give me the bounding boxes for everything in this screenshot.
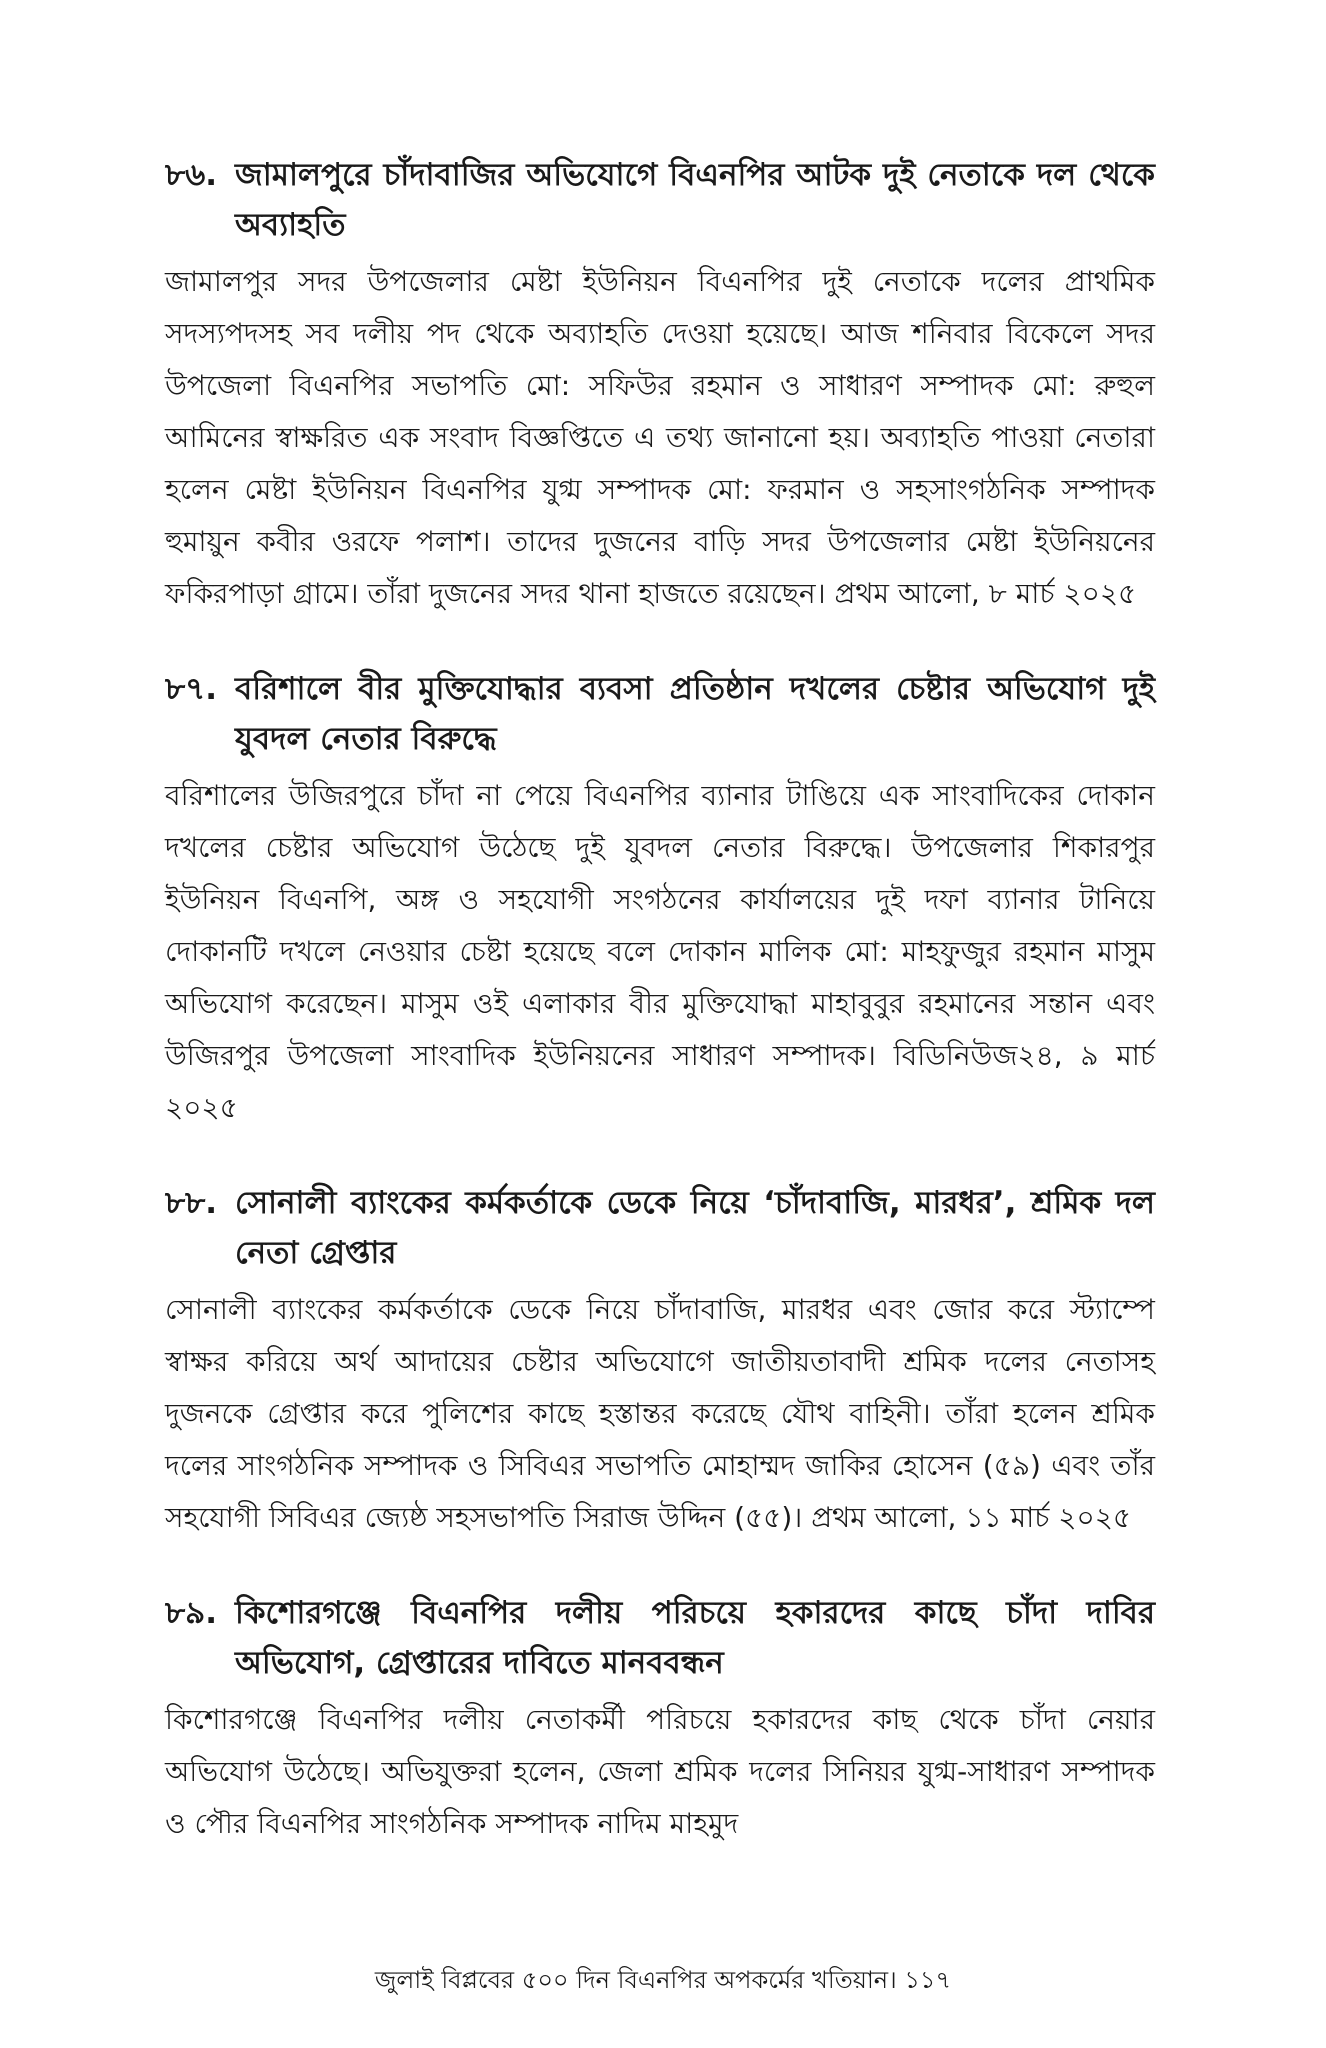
item-body: সোনালী ব্যাংকের কর্মকর্তাকে ডেকে নিয়ে চাঁদাবাজি, মারধর এবং জোর করে স্ট্যাম্পে স্বাক্ষর করিয়ে অর্থ আদায়ের চেষ্টার অভিযোগে জাতীয়তাবাদী শ্রমিক দলের নেতাসহ দুজনকে গ্রেপ্তার করে পুলিশের কাছে হস্তান্তর করেছে যৌথ বাহিনী। তাঁরা হলেন শ্রমিক দলের সাংগঠনিক সম্পাদক ও সিবিএর সভাপতি মোহাম্মদ জাকির হোসেন (৫৯) এবং তাঁর সহযোগী সিবিএর জ্যেষ্ঠ সহসভাপতি সিরাজ উদ্দিন (৫৫)। প্রথম আলো, ১১ মার্চ ২০২৫: [165, 1293, 1155, 1534]
item-body: কিশোরগঞ্জে বিএনপির দলীয় নেতাকর্মী পরিচয়ে হকারদের কাছ থেকে চাঁদা নেয়ার অভিযোগ উঠেছে। অভিযুক্তরা হলেন, জেলা শ্রমিক দলের সিনিয়র যুগ্ম-সাধারণ সম্পাদক ও পৌর বিএনপির সাংগঠনিক সম্পাদক নাদিম মাহমুদ: [165, 1703, 1155, 1840]
news-heading: [165, 664, 1155, 764]
news-item-87: [165, 664, 1155, 1134]
page-footer: জুলাই বিপ্লবের ৫০০ দিন বিএনপির অপকর্মের খতিয়ান। ১১৭: [374, 1966, 952, 1994]
item-title: সোনালী ব্যাংকের কর্মকর্তাকে ডেকে নিয়ে ‘চাঁদাবাজি, মারধর’, শ্রমিক দল নেতা গ্রেপ্তার: [235, 1185, 1155, 1271]
item-number: ৮৯.: [165, 1595, 218, 1631]
item-number: ৮৬.: [165, 157, 218, 193]
news-heading: [165, 1588, 1155, 1688]
item-body: জামালপুর সদর উপজেলার মেষ্টা ইউনিয়ন বিএনপির দুই নেতাকে দলের প্রাথমিক সদস্যপদসহ সব দলীয় পদ থেকে অব্যাহতি দেওয়া হয়েছে। আজ শনিবার বিকেলে সদর উপজেলা বিএনপির সভাপতি মো: সফিউর রহমান ও সাধারণ সম্পাদক মো: রুহুল আমিনের স্বাক্ষরিত এক সংবাদ বিজ্ঞপ্তিতে এ তথ্য জানানো হয়। অব্যাহতি পাওয়া নেতারা হলেন মেষ্টা ইউনিয়ন বিএনপির যুগ্ম সম্পাদক মো: ফরমান ও সহসাংগঠনিক সম্পাদক হুমায়ুন কবীর ওরফে পলাশ। তাদের দুজনের বাড়ি সদর উপজেলার মেষ্টা ইউনিয়নের ফকিরপাড়া গ্রামে। তাঁরা দুজনের সদর থানা হাজতে রয়েছেন। প্রথম আলো, ৮ মার্চ ২০২৫: [165, 265, 1155, 610]
item-body: বরিশালের উজিরপুরে চাঁদা না পেয়ে বিএনপির ব্যানার টাঙিয়ে এক সাংবাদিকের দোকান দখলের চেষ্টার অভিযোগ উঠেছে দুই যুবদল নেতার বিরুদ্ধে। উপজেলার শিকারপুর ইউনিয়ন বিএনপি, অঙ্গ ও সহযোগী সংগঠনের কার্যালয়ের দুই দফা ব্যানার টানিয়ে দোকানটি দখলে নেওয়ার চেষ্টা হয়েছে বলে দোকান মালিক মো: মাহফুজুর রহমান মাসুম অভিযোগ করেছেন। মাসুম ওই এলাকার বীর মুক্তিযোদ্ধা মাহাবুবুর রহমানের সন্তান এবং উজিরপুর উপজেলা সাংবাদিক ইউনিয়নের সাধারণ সম্পাদক। বিডিনিউজ২৪, ৯ মার্চ ২০২৫: [165, 779, 1155, 1124]
item-number: ৮৭.: [165, 671, 218, 707]
news-heading: [165, 1178, 1155, 1278]
item-title: বরিশালে বীর মুক্তিযোদ্ধার ব্যবসা প্রতিষ্ঠান দখলের চেষ্টার অভিযোগ দুই যুবদল নেতার বিরুদ্ধে: [235, 671, 1155, 757]
news-item-89: [165, 1588, 1155, 1850]
page-content: [165, 150, 1155, 1894]
item-title: জামালপুরে চাঁদাবাজির অভিযোগে বিএনপির আটক দুই নেতাকে দল থেকে অব্যাহতি: [235, 157, 1155, 243]
news-heading: [165, 150, 1155, 250]
news-item-86: [165, 150, 1155, 620]
item-number: ৮৮.: [165, 1185, 218, 1221]
item-title: কিশোরগঞ্জে বিএনপির দলীয় পরিচয়ে হকারদের কাছে চাঁদা দাবির অভিযোগ, গ্রেপ্তারের দাবিতে মানববন্ধন: [235, 1595, 1155, 1681]
news-item-88: [165, 1178, 1155, 1544]
